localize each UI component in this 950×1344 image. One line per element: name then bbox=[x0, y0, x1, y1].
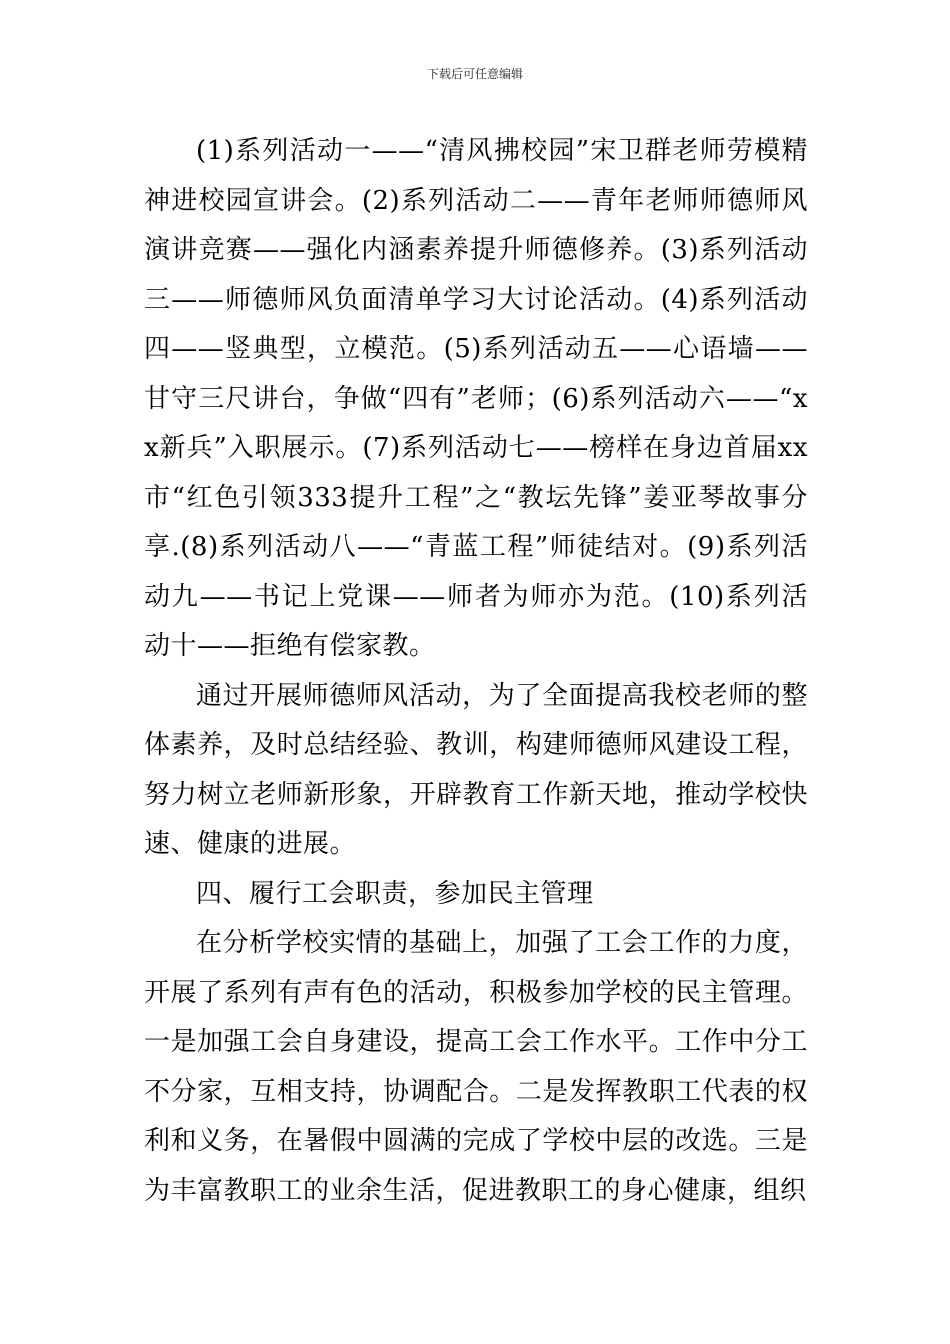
page-header: 下载后可任意编辑 bbox=[426, 67, 523, 81]
paragraph-activities: (1)系列活动一——“清风拂校园”宋卫群老师劳模精神进校园宣讲会。(2)系列活动二——青年老师师德师风演讲竞赛——强化内涵素养提升师德修养。(3)系列活动三——师德师风负面清单学习大讨论活动。(4)系列活动四——竖典型，立模范。(5)系列活动五——心语墙——甘守三尺讲台，争做“四有”老师；(6)系列活动六——“xx新兵”入职展示。(7)系列活动七——榜样在身边首届xx市“红色引领333提升工程”之“教坛先锋”姜亚琴故事分享.(8)系列活动八——“青蓝工程”师徒结对。(9)系列活动九——书记上党课——师者为师亦为范。(10)系列活动十——拒绝有偿家教。 bbox=[144, 136, 808, 661]
paragraph-union-work: 在分析学校实情的基础上，加强了工会工作的力度，开展了系列有声有色的活动，积极参加学校的民主管理。一是加强工会自身建设，提高工会工作水平。工作中分工不分家，互相支持，协调配合。二是发挥教职工代表的权利和义务，在暑假中圆满的完成了学校中层的改选。三是为丰富教职工的业余生活，促进教职工的身心健康，组织 bbox=[144, 928, 808, 1206]
paragraph-summary: 通过开展师德师风活动，为了全面提高我校老师的整体素养，及时总结经验、教训，构建师德师风建设工程，努力树立老师新形象，开辟教育工作新天地，推动学校快速、健康的进展。 bbox=[144, 680, 808, 859]
document-body bbox=[144, 127, 808, 1216]
section-heading: 四、履行工会职责，参加民主管理 bbox=[196, 878, 594, 909]
